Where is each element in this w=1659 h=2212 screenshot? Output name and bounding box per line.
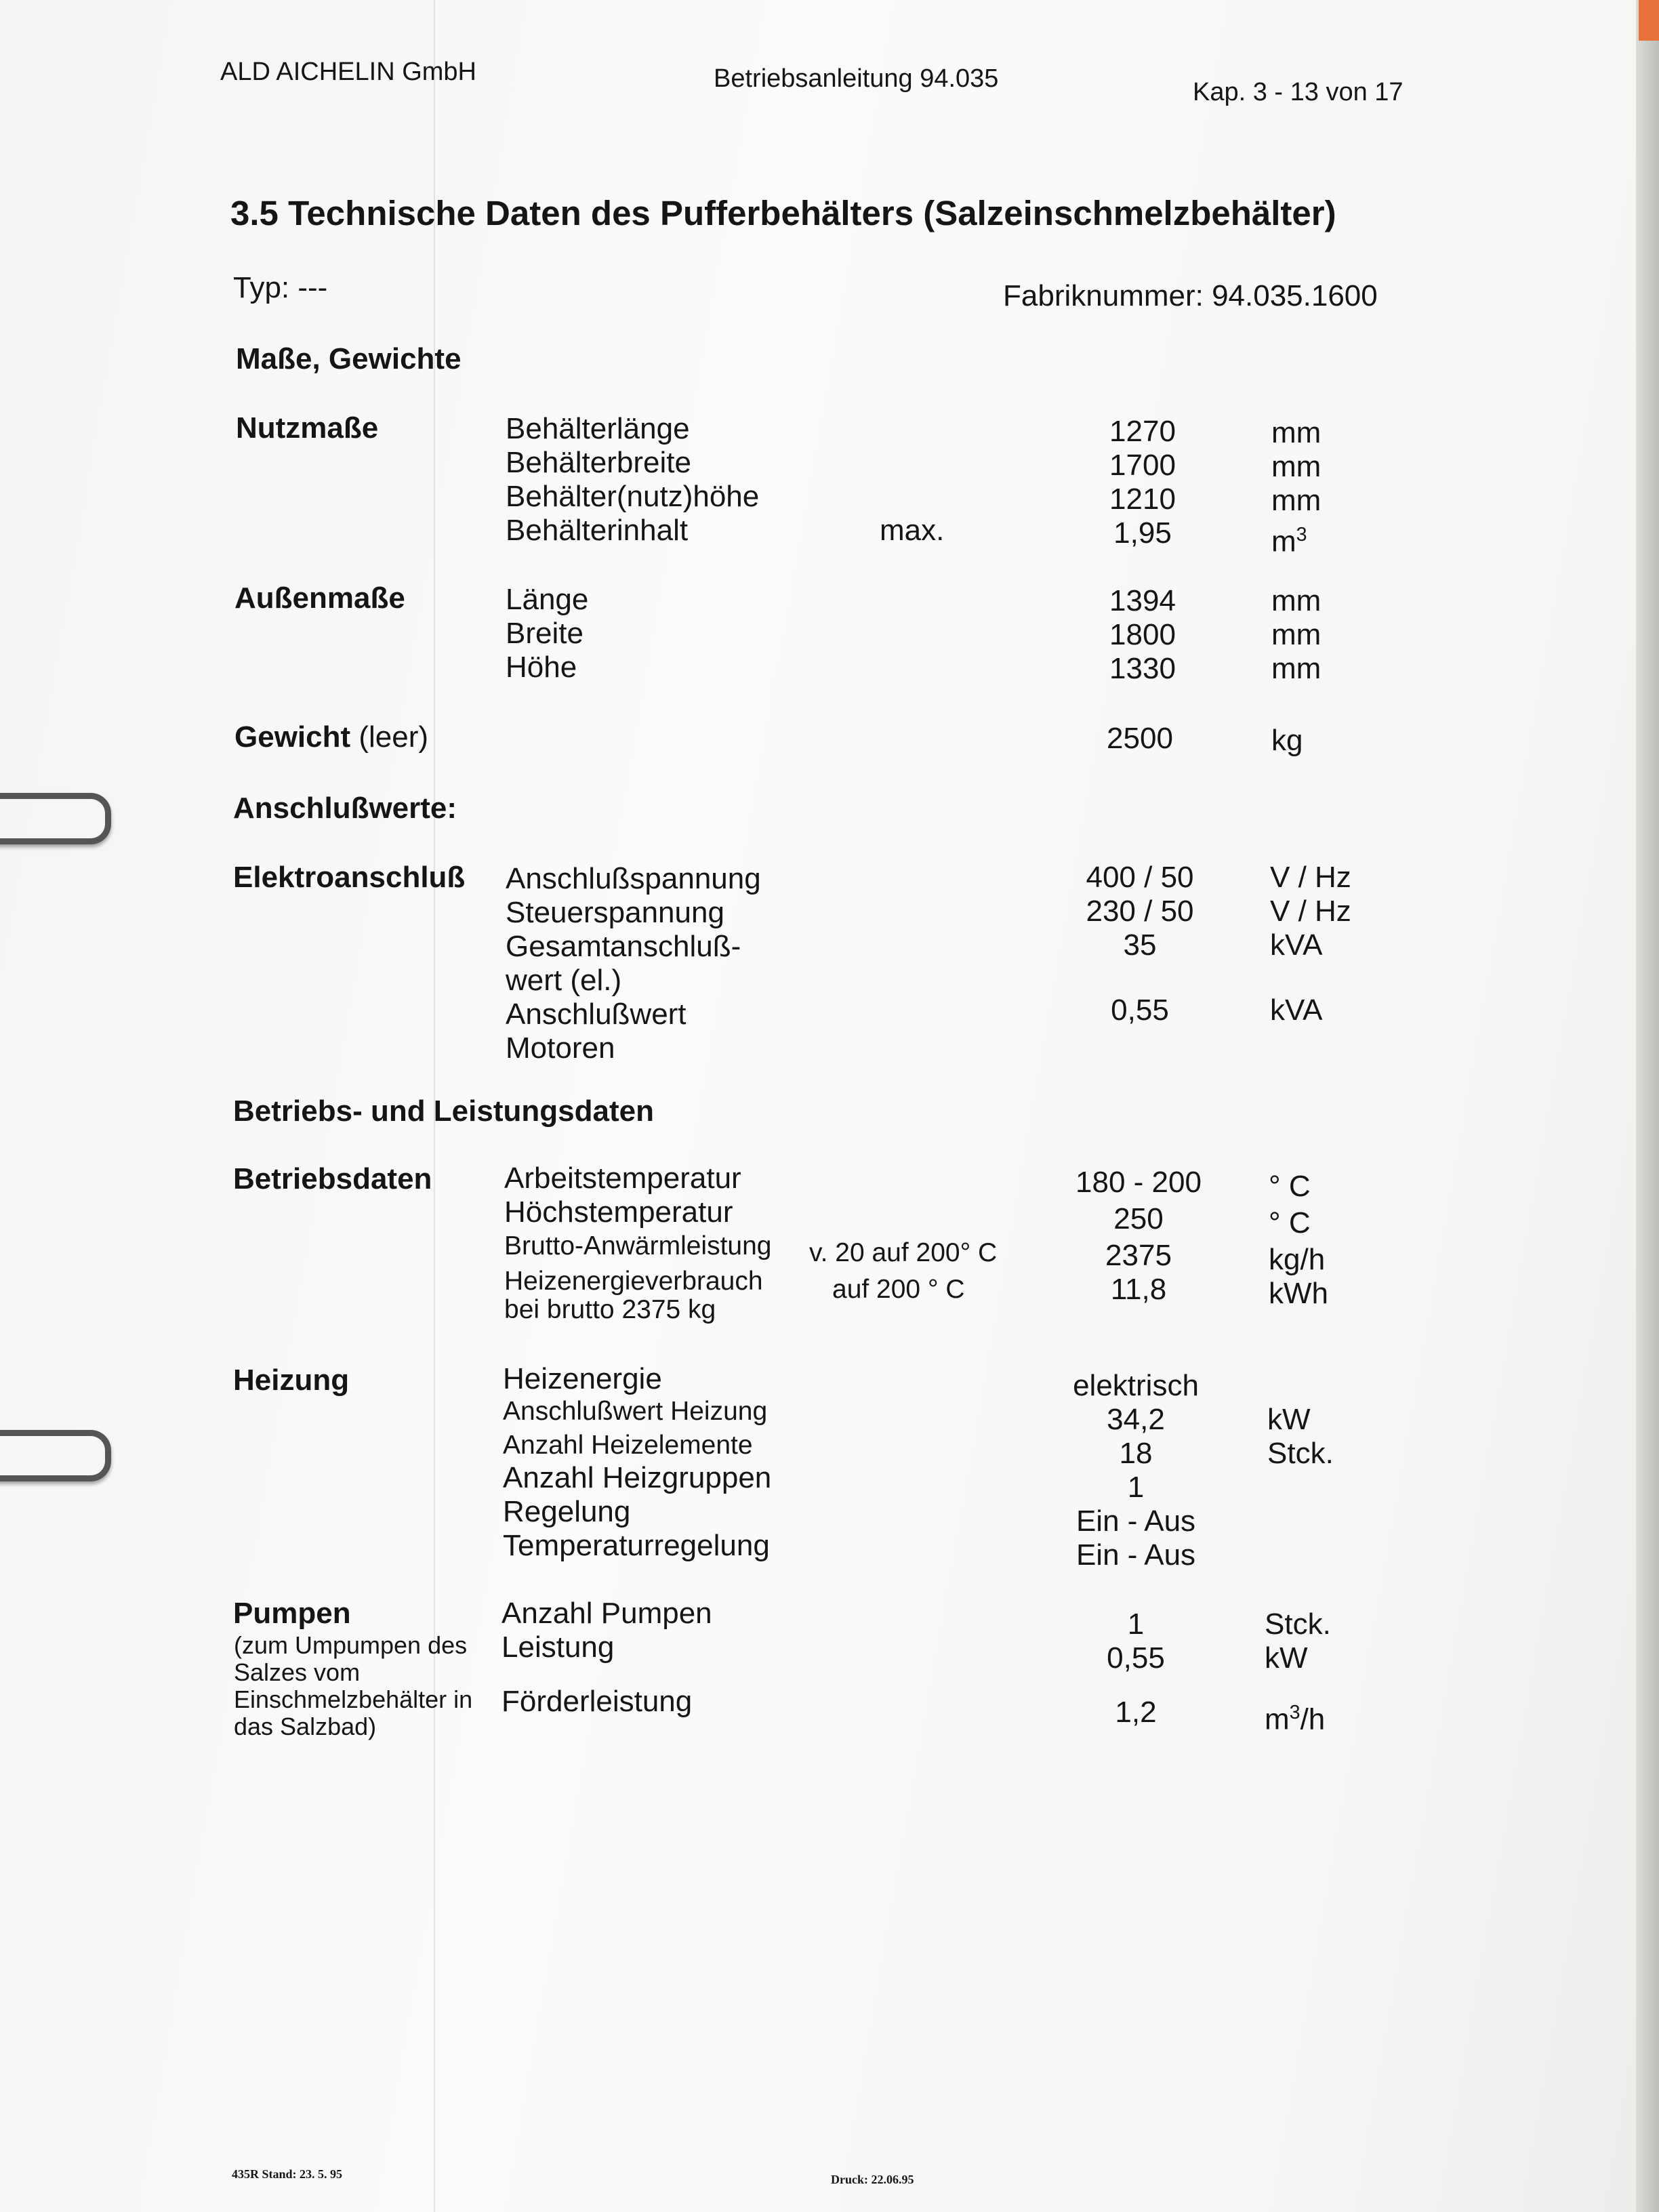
- spec-unit: mm: [1271, 652, 1322, 685]
- spec-value: 2375: [1105, 1239, 1172, 1272]
- betriebsdaten-values: [1057, 1166, 1220, 1307]
- pumpen-description-line: das Salzbad): [234, 1713, 377, 1740]
- footer-druck: Druck: 22.06.95: [831, 2173, 914, 2186]
- header-company: ALD AICHELIN GmbH: [220, 58, 476, 86]
- spec-unit: kg/h: [1269, 1243, 1326, 1276]
- betriebsdaten-items: [504, 1162, 772, 1326]
- spec-unit: V / Hz: [1270, 861, 1351, 894]
- spec-value: Ein - Aus: [1076, 1504, 1196, 1538]
- spec-unit: mm: [1271, 450, 1322, 483]
- binder-ring-icon: [0, 1430, 111, 1481]
- unit-exponent: 3: [1296, 524, 1307, 546]
- elektro-units: [1270, 861, 1351, 1027]
- header-manual: Betriebsanleitung 94.035: [714, 64, 999, 93]
- spec-item: Anzahl Heizgruppen: [503, 1461, 772, 1494]
- spec-unit: kg: [1271, 724, 1303, 757]
- spec-value: 34,2: [1107, 1403, 1165, 1436]
- pumpen-description-line: (zum Umpumpen des: [234, 1631, 468, 1659]
- group-label-aussenmasse: Außenmaße: [234, 581, 405, 615]
- group-label-betriebsdaten: Betriebsdaten: [233, 1162, 432, 1195]
- aussenmasse-items: [506, 583, 588, 684]
- typ-label: Typ: ---: [233, 271, 328, 304]
- spec-value: 1,95: [1113, 516, 1172, 550]
- spec-item: Anschlußwert Heizung: [503, 1397, 768, 1426]
- spec-unit: kW: [1265, 1641, 1308, 1675]
- spec-unit: mm: [1271, 484, 1322, 517]
- spec-value: 1394: [1109, 584, 1176, 617]
- spec-value: 0,55: [1107, 1641, 1165, 1675]
- spec-value: 230 / 50: [1086, 895, 1194, 928]
- spec-item: Förderleistung: [501, 1685, 693, 1718]
- spec-unit: m: [1265, 1702, 1290, 1736]
- spec-item: Temperaturregelung: [503, 1529, 770, 1562]
- spec-value: 1800: [1109, 618, 1176, 651]
- spec-item: Anschlußwert: [506, 998, 687, 1031]
- spec-item: Arbeitstemperatur: [504, 1162, 741, 1195]
- group-label-pumpen: Pumpen: [233, 1597, 351, 1630]
- nutzmasse-values: [1061, 415, 1224, 550]
- pumpen-units: [1265, 1607, 1331, 1737]
- spec-value: elektrisch: [1073, 1369, 1199, 1402]
- spec-value: 35: [1123, 928, 1157, 962]
- footer-stand: 435R Stand: 23. 5. 95: [232, 2167, 343, 2181]
- spec-unit-with-exponent: [1271, 518, 1321, 559]
- heizung-values: [1054, 1369, 1217, 1572]
- spec-item: Behälterbreite: [506, 446, 691, 479]
- spec-note: auf 200 ° C: [832, 1275, 965, 1304]
- spec-unit: Stck.: [1267, 1437, 1334, 1470]
- heizung-items: [503, 1362, 771, 1563]
- spec-item: Anzahl Pumpen: [501, 1597, 712, 1630]
- spec-note: max.: [880, 514, 945, 547]
- spec-unit: mm: [1271, 584, 1322, 617]
- spec-item: Anschlußspannung: [506, 862, 761, 895]
- spec-value: 1270: [1109, 415, 1176, 448]
- spec-item: Motoren: [506, 1031, 615, 1065]
- binder-ring-icon: [0, 793, 111, 844]
- spec-unit-tail: /h: [1300, 1702, 1326, 1736]
- pumpen-items: [501, 1597, 712, 1719]
- spec-unit: ° C: [1269, 1206, 1311, 1240]
- spec-value: 1: [1127, 1471, 1145, 1504]
- spec-value: 2500: [1107, 722, 1173, 755]
- spec-item: wert (el.): [506, 964, 622, 997]
- gewicht-label: [234, 720, 428, 754]
- betriebsdaten-units: [1269, 1170, 1328, 1311]
- spec-value: 1700: [1109, 449, 1176, 482]
- unit-exponent: 3: [1289, 1702, 1300, 1723]
- spec-unit: Stck.: [1265, 1607, 1331, 1641]
- spec-value: 1330: [1109, 652, 1176, 685]
- spec-unit-with-exponent: [1265, 1696, 1331, 1737]
- spec-item: Behälterlänge: [506, 412, 690, 445]
- spec-item: Anzahl Heizelemente: [503, 1431, 753, 1460]
- group-label-nutzmasse: Nutzmaße: [236, 411, 379, 445]
- spec-unit: V / Hz: [1270, 895, 1351, 928]
- spec-unit: kWh: [1269, 1277, 1328, 1310]
- spec-item: Leistung: [501, 1631, 615, 1664]
- nutzmasse-units: [1271, 416, 1321, 559]
- group-label-elektroanschluss: Elektroanschluß: [233, 861, 466, 894]
- spec-item: Höhe: [506, 651, 577, 684]
- page-title: 3.5 Technische Daten des Pufferbehälters (Salzeinschmelzbehälter): [230, 194, 1336, 232]
- page-edge-shadow: [1636, 0, 1659, 2212]
- spec-item: bei brutto 2375 kg: [504, 1295, 716, 1324]
- nutzmasse-items: [506, 412, 759, 548]
- spec-unit: kW: [1267, 1403, 1311, 1436]
- spec-unit: mm: [1271, 618, 1322, 651]
- spec-unit: kVA: [1270, 928, 1323, 962]
- header-chapter: Kap. 3 - 13 von 17: [1193, 78, 1404, 106]
- spec-value: Ein - Aus: [1076, 1538, 1196, 1572]
- pumpen-description: [234, 1632, 472, 1740]
- fabriknummer: Fabriknummer: 94.035.1600: [1003, 279, 1378, 312]
- spec-note: v. 20 auf 200° C: [809, 1238, 998, 1267]
- spec-item: Behälterinhalt: [506, 514, 689, 547]
- spec-unit: ° C: [1269, 1170, 1311, 1203]
- spec-value: 18: [1119, 1437, 1153, 1470]
- spec-item: Breite: [506, 617, 583, 650]
- pumpen-values: [1054, 1607, 1217, 1729]
- elektro-values: [1059, 861, 1221, 1027]
- group-label-heizung: Heizung: [233, 1364, 350, 1397]
- spec-item: Steuerspannung: [506, 896, 724, 929]
- spec-value: 1: [1127, 1607, 1145, 1641]
- pumpen-description-line: Einschmelzbehälter in: [234, 1685, 473, 1713]
- section-heading-betrieb: Betriebs- und Leistungsdaten: [233, 1094, 654, 1128]
- register-tab: [1639, 0, 1659, 41]
- spec-item: Gesamtanschluß-: [506, 930, 741, 963]
- aussenmasse-values: [1061, 584, 1224, 686]
- gewicht-label-suffix: (leer): [350, 720, 429, 754]
- spec-item: Regelung: [503, 1495, 631, 1528]
- spec-item: Brutto-Anwärmleistung: [504, 1231, 772, 1261]
- heizung-units: [1267, 1403, 1334, 1471]
- spec-value: 400 / 50: [1086, 861, 1194, 894]
- spec-item: Heizenergie: [503, 1362, 662, 1395]
- spec-value: 180 - 200: [1076, 1166, 1202, 1199]
- spec-unit: mm: [1271, 416, 1322, 449]
- spec-unit: m: [1271, 525, 1296, 558]
- spec-item: Heizenergieverbrauch: [504, 1267, 763, 1296]
- section-heading-masse: Maße, Gewichte: [236, 342, 462, 375]
- spec-item: Höchstemperatur: [504, 1195, 733, 1229]
- spec-value: 250: [1113, 1202, 1164, 1235]
- spec-unit: kVA: [1270, 994, 1323, 1027]
- section-heading-anschluss: Anschlußwerte:: [233, 792, 457, 825]
- spec-value: 1,2: [1115, 1696, 1157, 1729]
- elektro-items: [506, 862, 761, 1065]
- spec-value: 0,55: [1111, 994, 1169, 1027]
- aussenmasse-units: [1271, 584, 1321, 686]
- spec-item: Behälter(nutz)höhe: [506, 480, 760, 513]
- spec-value: 11,8: [1110, 1273, 1167, 1306]
- gewicht-label-bold: Gewicht: [234, 720, 351, 754]
- spec-item: Länge: [506, 583, 589, 616]
- pumpen-description-line: Salzes vom: [234, 1658, 361, 1686]
- spec-value: 1210: [1109, 483, 1176, 516]
